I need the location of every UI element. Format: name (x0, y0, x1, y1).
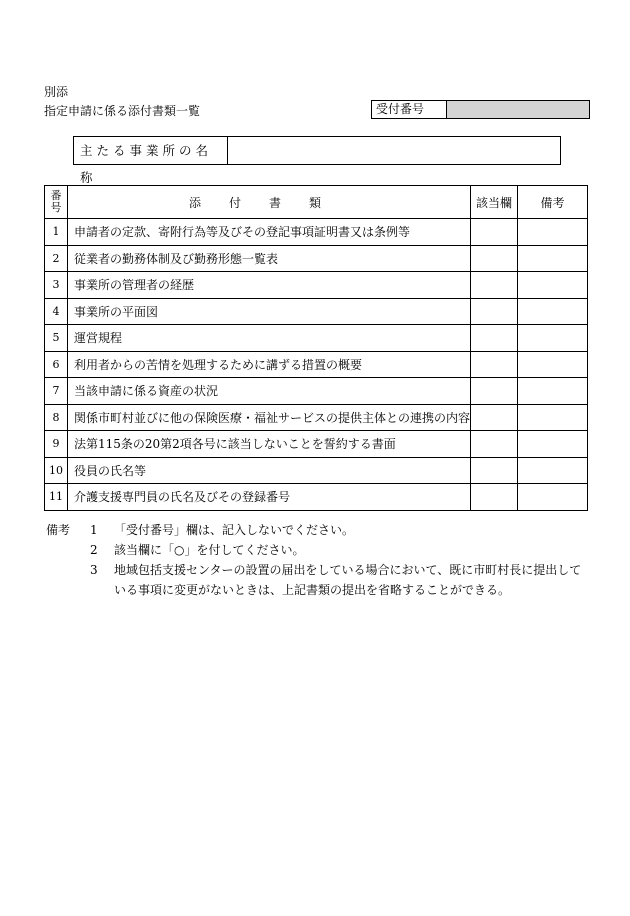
note-number: 3 (90, 563, 98, 577)
row-check-cell[interactable] (471, 245, 518, 272)
row-number: 5 (45, 325, 68, 352)
table-row (45, 219, 588, 246)
row-number: 6 (45, 351, 68, 378)
row-check-cell[interactable] (471, 431, 518, 458)
table-row (45, 272, 588, 299)
row-document: 関係市町村並びに他の保険医療・福祉サービスの提供主体との連携の内容 (67, 404, 470, 431)
col-doc-header (67, 186, 470, 219)
row-check-cell[interactable] (471, 378, 518, 405)
table-row (45, 298, 588, 325)
row-document: 事業所の管理者の経歴 (67, 272, 470, 299)
row-check-cell[interactable] (471, 457, 518, 484)
row-remarks-cell[interactable] (517, 325, 587, 352)
row-check-cell[interactable] (471, 484, 518, 511)
page-title: 指定申請に係る添付書類一覧 (44, 104, 201, 118)
col-no-label: 番 号 (50, 189, 62, 214)
note-number: 1 (90, 523, 98, 537)
row-document: 従業者の勤務体制及び勤務形態一覧表 (67, 245, 470, 272)
receipt-number-box (371, 100, 590, 119)
row-check-cell[interactable] (471, 298, 518, 325)
row-document: 法第115条の20第2項各号に該当しないことを誓約する書面 (67, 431, 470, 458)
row-remarks-cell[interactable] (517, 219, 587, 246)
row-check-cell[interactable] (471, 272, 518, 299)
annex-label: 別添 (44, 85, 69, 99)
note-item (46, 520, 591, 540)
col-remarks-label: 備考 (540, 195, 565, 210)
note-item (46, 560, 591, 600)
table-row (45, 351, 588, 378)
note-text: 該当欄に「○」を付してください。 (114, 543, 305, 557)
table-row (45, 457, 588, 484)
row-number: 10 (45, 457, 68, 484)
notes-heading: 備考 (46, 523, 71, 537)
row-remarks-cell[interactable] (517, 298, 587, 325)
row-document: 介護支援専門員の氏名及びその登録番号 (67, 484, 470, 511)
table-row (45, 431, 588, 458)
col-doc-label: 添付書類 (188, 195, 349, 210)
row-remarks-cell[interactable] (517, 351, 587, 378)
row-number: 1 (45, 219, 68, 246)
attachment-table (44, 185, 588, 511)
note-text: 「受付番号」欄は、記入しないでください。 (114, 523, 355, 537)
row-remarks-cell[interactable] (517, 404, 587, 431)
row-document: 申請者の定款、寄附行為等及びその登記事項証明書又は条例等 (67, 219, 470, 246)
table-row (45, 245, 588, 272)
row-number: 4 (45, 298, 68, 325)
row-document: 当該申請に係る資産の状況 (67, 378, 470, 405)
row-check-cell[interactable] (471, 219, 518, 246)
office-name-label: 主たる事業所の名称 (74, 137, 228, 164)
row-document: 役員の氏名等 (67, 457, 470, 484)
row-remarks-cell[interactable] (517, 431, 587, 458)
office-name-box (73, 136, 561, 185)
row-number: 8 (45, 404, 68, 431)
row-number: 11 (45, 484, 68, 511)
receipt-number-label: 受付番号 (372, 101, 447, 118)
note-item (46, 540, 591, 560)
col-check-label: 該当欄 (475, 195, 512, 210)
row-number: 9 (45, 431, 68, 458)
row-remarks-cell[interactable] (517, 245, 587, 272)
row-remarks-cell[interactable] (517, 484, 587, 511)
row-remarks-cell[interactable] (517, 272, 587, 299)
receipt-number-field[interactable] (447, 101, 589, 118)
note-text: 地域包括支援センターの設置の届出をしている場合において、既に市町村長に提出している事項に変更がないときは、上記書類の提出を省略することができる。 (114, 563, 582, 597)
row-remarks-cell[interactable] (517, 378, 587, 405)
notes-section (46, 520, 591, 600)
row-check-cell[interactable] (471, 351, 518, 378)
table-row (45, 484, 588, 511)
row-check-cell[interactable] (471, 404, 518, 431)
table-row (45, 404, 588, 431)
row-number: 3 (45, 272, 68, 299)
row-document: 運営規程 (67, 325, 470, 352)
table-header-row (45, 186, 588, 219)
row-number: 2 (45, 245, 68, 272)
row-check-cell[interactable] (471, 325, 518, 352)
table-row (45, 325, 588, 352)
note-number: 2 (90, 543, 98, 557)
row-document: 事業所の平面図 (67, 298, 470, 325)
col-remarks-header (517, 186, 587, 219)
row-document: 利用者からの苦情を処理するために講ずる措置の概要 (67, 351, 470, 378)
row-remarks-cell[interactable] (517, 457, 587, 484)
row-number: 7 (45, 378, 68, 405)
col-no-header (45, 186, 68, 219)
table-row (45, 378, 588, 405)
office-name-field[interactable] (228, 137, 560, 164)
col-check-header (471, 186, 518, 219)
